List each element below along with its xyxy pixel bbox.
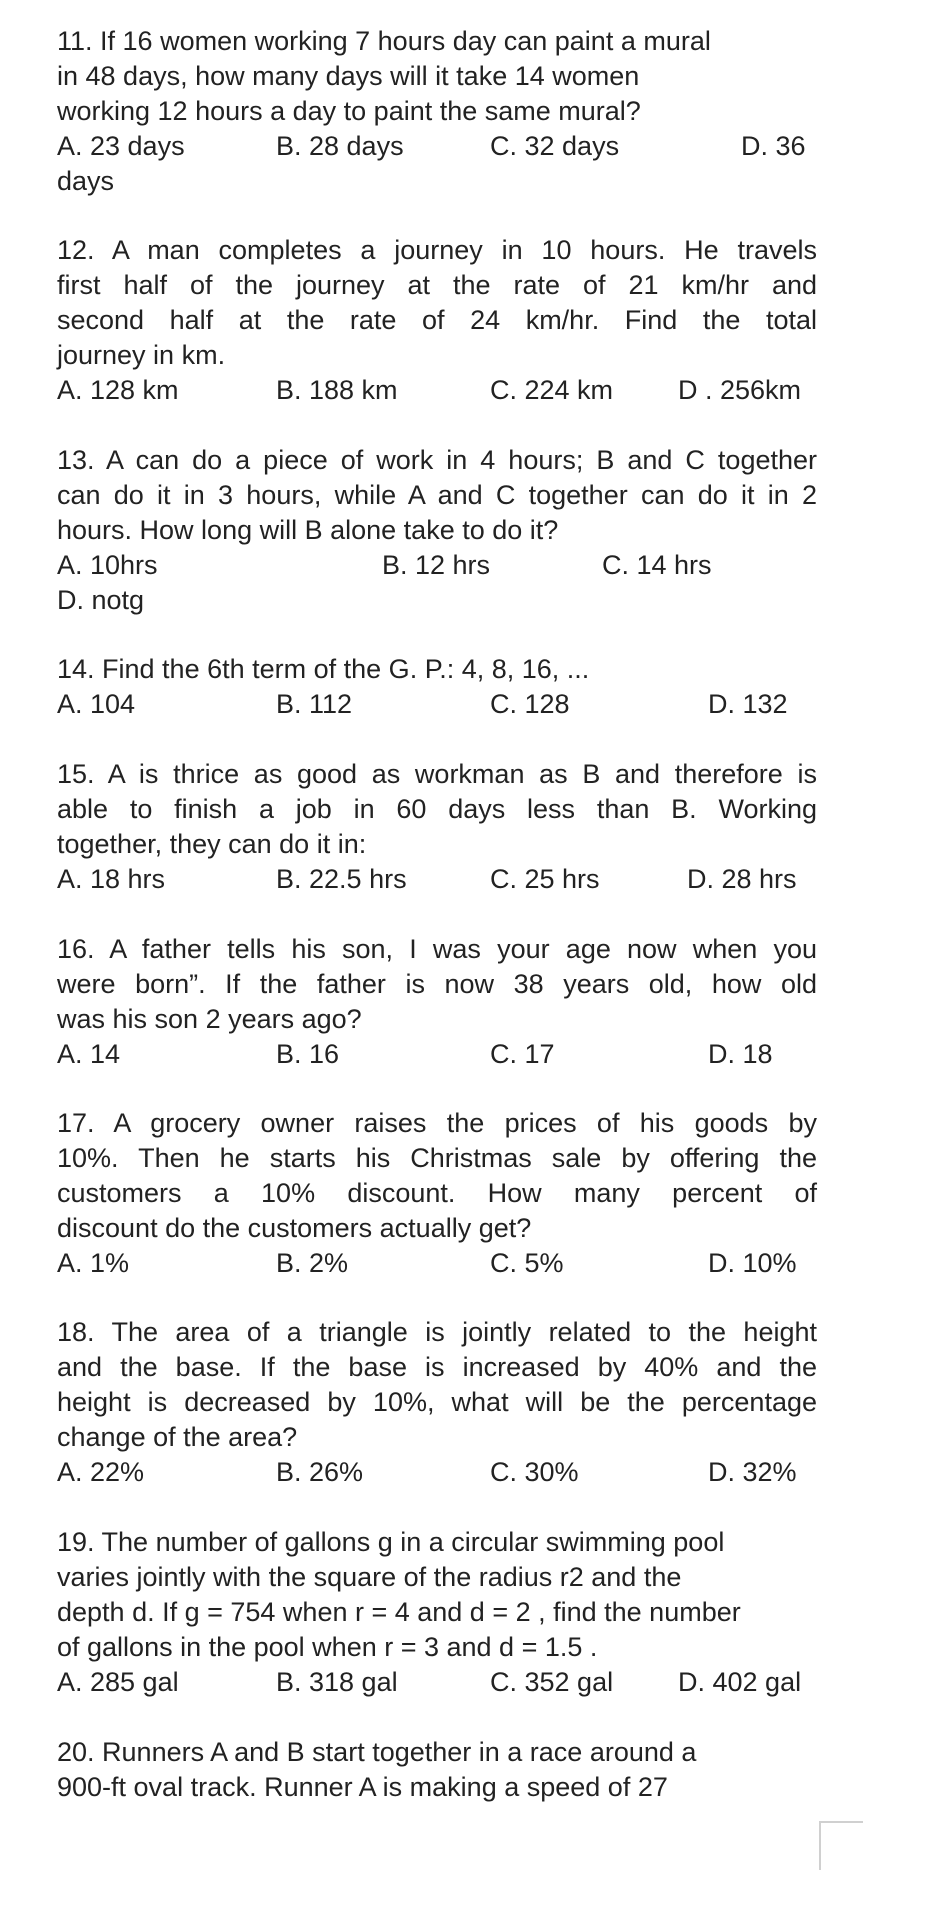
question-text-line: height is decreased by 10%, what will be the percentage — [57, 1387, 817, 1417]
option-d: D. 28 hrs — [687, 864, 797, 894]
option-c: C. 352 gal — [490, 1667, 614, 1697]
answer-options — [57, 687, 817, 722]
option-d: D. 402 gal — [678, 1667, 802, 1697]
option-b: B. 16 — [276, 1039, 340, 1069]
option-c: C. 5% — [490, 1248, 564, 1278]
option-a: A. 14 — [57, 1039, 121, 1069]
answer-options — [57, 862, 817, 897]
option-c: C. 224 km — [490, 375, 614, 405]
option-a: A. 18 hrs — [57, 864, 166, 894]
option-a: A. 23 days — [57, 131, 185, 161]
question-text-line: 11. If 16 women working 7 hours day can paint a mural — [57, 26, 711, 56]
question-text-line: 10%. Then he starts his Christmas sale by offering the — [57, 1143, 817, 1173]
option-b: B. 188 km — [276, 375, 398, 405]
question-text-line: second half at the rate of 24 km/hr. Find the total — [57, 305, 817, 335]
option-c: C. 128 — [490, 689, 570, 719]
question-text-line: depth d. If g = 754 when r = 4 and d = 2 , find the number — [57, 1597, 741, 1627]
option-c: C. 14 hrs — [602, 550, 712, 580]
question-text-line: discount do the customers actually get? — [57, 1213, 532, 1243]
option-b: B. 26% — [276, 1457, 364, 1487]
option-b: B. 2% — [276, 1248, 349, 1278]
option-d: D. notg — [57, 585, 145, 615]
option-d: D. 18 — [708, 1039, 773, 1069]
option-c: C. 17 — [490, 1039, 555, 1069]
option-d: D. 132 — [708, 689, 788, 719]
question-text-line: 18. The area of a triangle is jointly related to the height — [57, 1317, 817, 1347]
answer-options — [57, 1665, 817, 1700]
question-text-line: first half of the journey at the rate of 21 km/hr and — [57, 270, 817, 300]
option-b: B. 28 days — [276, 131, 404, 161]
question-text-line: working 12 hours a day to paint the same mural? — [57, 96, 641, 126]
question-text-line: 14. Find the 6th term of the G. P.: 4, 8, 16, ... — [57, 654, 590, 684]
option-continuation: days — [57, 166, 115, 196]
question-text-line: change of the area? — [57, 1422, 298, 1452]
question-text-line: 20. Runners A and B start together in a race around a — [57, 1737, 697, 1767]
option-d: D. 10% — [708, 1248, 797, 1278]
option-b: B. 12 hrs — [382, 550, 491, 580]
option-d: D. 36 — [741, 131, 806, 161]
option-c: C. 25 hrs — [490, 864, 600, 894]
question-text-line: 17. A grocery owner raises the prices of his goods by — [57, 1108, 817, 1138]
question-text-line: able to finish a job in 60 days less than B. Working — [57, 794, 817, 824]
question-text-line: 19. The number of gallons g in a circular swimming pool — [57, 1527, 725, 1557]
question-text-line: was his son 2 years ago? — [57, 1004, 362, 1034]
question-text-line: together, they can do it in: — [57, 829, 367, 859]
option-a: A. 104 — [57, 689, 136, 719]
option-d: D. 32% — [708, 1457, 797, 1487]
option-a: A. 10hrs — [57, 550, 158, 580]
question-text-line: 16. A father tells his son, I was your age now when you — [57, 934, 817, 964]
question-text-line: 900-ft oval track. Runner A is making a speed of 27 — [57, 1772, 668, 1802]
option-b: B. 22.5 hrs — [276, 864, 407, 894]
question-text-line: of gallons in the pool when r = 3 and d = 1.5 . — [57, 1632, 598, 1662]
question-text-line: and the base. If the base is increased by 40% and the — [57, 1352, 817, 1382]
crop-corner-mark — [819, 1821, 863, 1870]
answer-options — [57, 548, 817, 583]
option-a: A. 285 gal — [57, 1667, 179, 1697]
question-text-line: were born”. If the father is now 38 years old, how old — [57, 969, 817, 999]
question-text-line: 13. A can do a piece of work in 4 hours; B and C together — [57, 445, 817, 475]
question-text-line: can do it in 3 hours, while A and C together can do it in 2 — [57, 480, 817, 510]
option-d: D . 256km — [678, 375, 802, 405]
question-text-line: varies jointly with the square of the radius r2 and the — [57, 1562, 682, 1592]
question-text-line: in 48 days, how many days will it take 14 women — [57, 61, 640, 91]
question-text-line: 15. A is thrice as good as workman as B and therefore is — [57, 759, 817, 789]
option-a: A. 128 km — [57, 375, 179, 405]
option-a: A. 1% — [57, 1248, 130, 1278]
answer-options — [57, 129, 817, 164]
option-c: C. 30% — [490, 1457, 579, 1487]
answer-options — [57, 1246, 817, 1281]
answer-options — [57, 1455, 817, 1490]
question-text-line: 12. A man completes a journey in 10 hours. He travels — [57, 235, 817, 265]
option-c: C. 32 days — [490, 131, 620, 161]
option-a: A. 22% — [57, 1457, 145, 1487]
option-b: B. 112 — [276, 689, 353, 719]
question-text-line: hours. How long will B alone take to do it? — [57, 515, 559, 545]
question-text-line: journey in km. — [57, 340, 226, 370]
question-text-line: customers a 10% discount. How many percent of — [57, 1178, 817, 1208]
option-b: B. 318 gal — [276, 1667, 398, 1697]
answer-options — [57, 373, 817, 408]
answer-options — [57, 1037, 817, 1072]
